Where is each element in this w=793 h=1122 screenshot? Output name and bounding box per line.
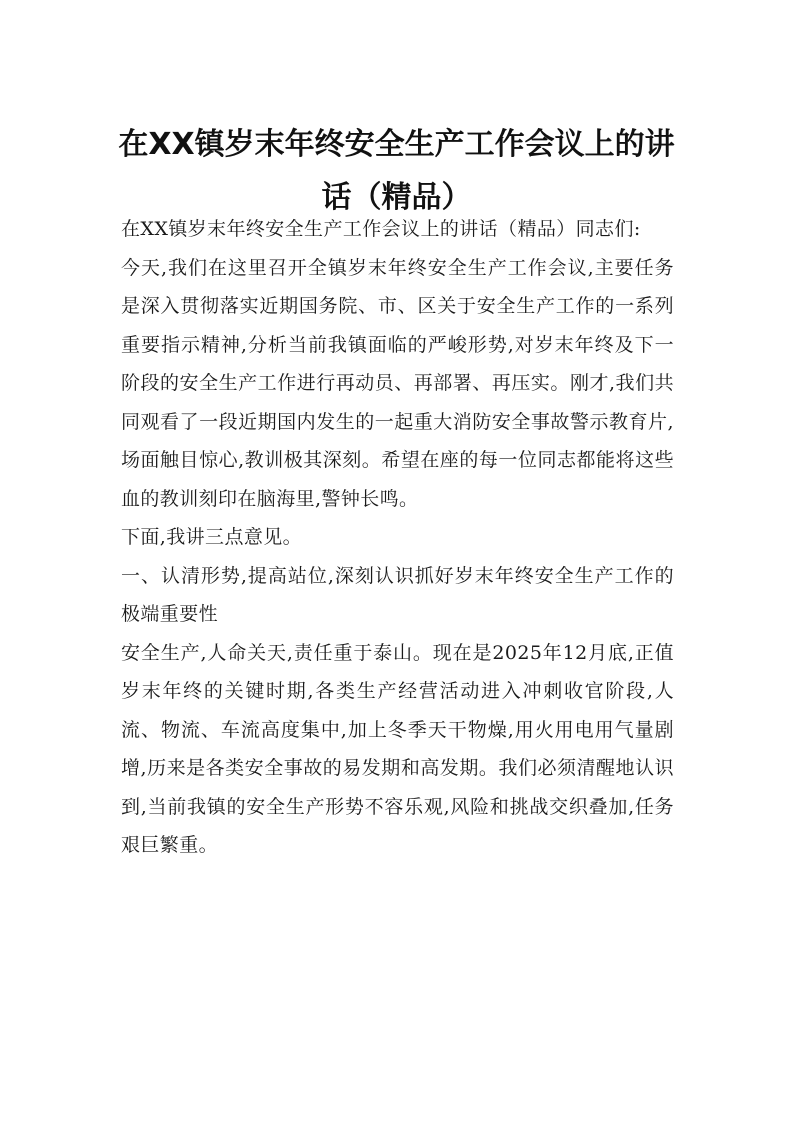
section-heading-one: 一、认清形势,提高站位,深刻认识抓好岁末年终安全生产工作的极端重要性 <box>121 564 674 625</box>
paragraph-opening: 今天,我们在这里召开全镇岁末年终安全生产工作会议,主要任务是深入贯彻落实近期国务院、市、区关于安全生产工作的一系列重要指示精神,分析当前我镇面临的严峻形势,对岁末年终及下一阶段的安全生产工作进行再动员、再部署、再压实。刚才,我们共同观看了一段近期国内发生的一起重大消防安全事故警示教育片,场面触目惊心,教训极其深刻。希望在座的每一位同志都能将这些血的教训刻印在脑海里,警钟长鸣。 <box>121 256 674 510</box>
paragraph-transition: 下面,我讲三点意见。 <box>121 526 303 548</box>
paragraph-salutation: 在XX镇岁末年终安全生产工作会议上的讲话（精品）同志们: <box>121 218 641 240</box>
document-body <box>121 210 674 865</box>
document-title: 在XX镇岁末年终安全生产工作会议上的讲话（精品） <box>118 127 675 215</box>
paragraph-situation: 安全生产,人命关天,责任重于泰山。现在是2025年12月底,正值岁末年终的关键时期,各类生产经营活动进入冲刺收官阶段,人流、物流、车流高度集中,加上冬季天干物燥,用火用电用气量剧增,历来是各类安全事故的易发期和高发期。我们必须清醒地认识到,当前我镇的安全生产形势不容乐观,风险和挑战交织叠加,任务艰巨繁重。 <box>121 641 674 856</box>
